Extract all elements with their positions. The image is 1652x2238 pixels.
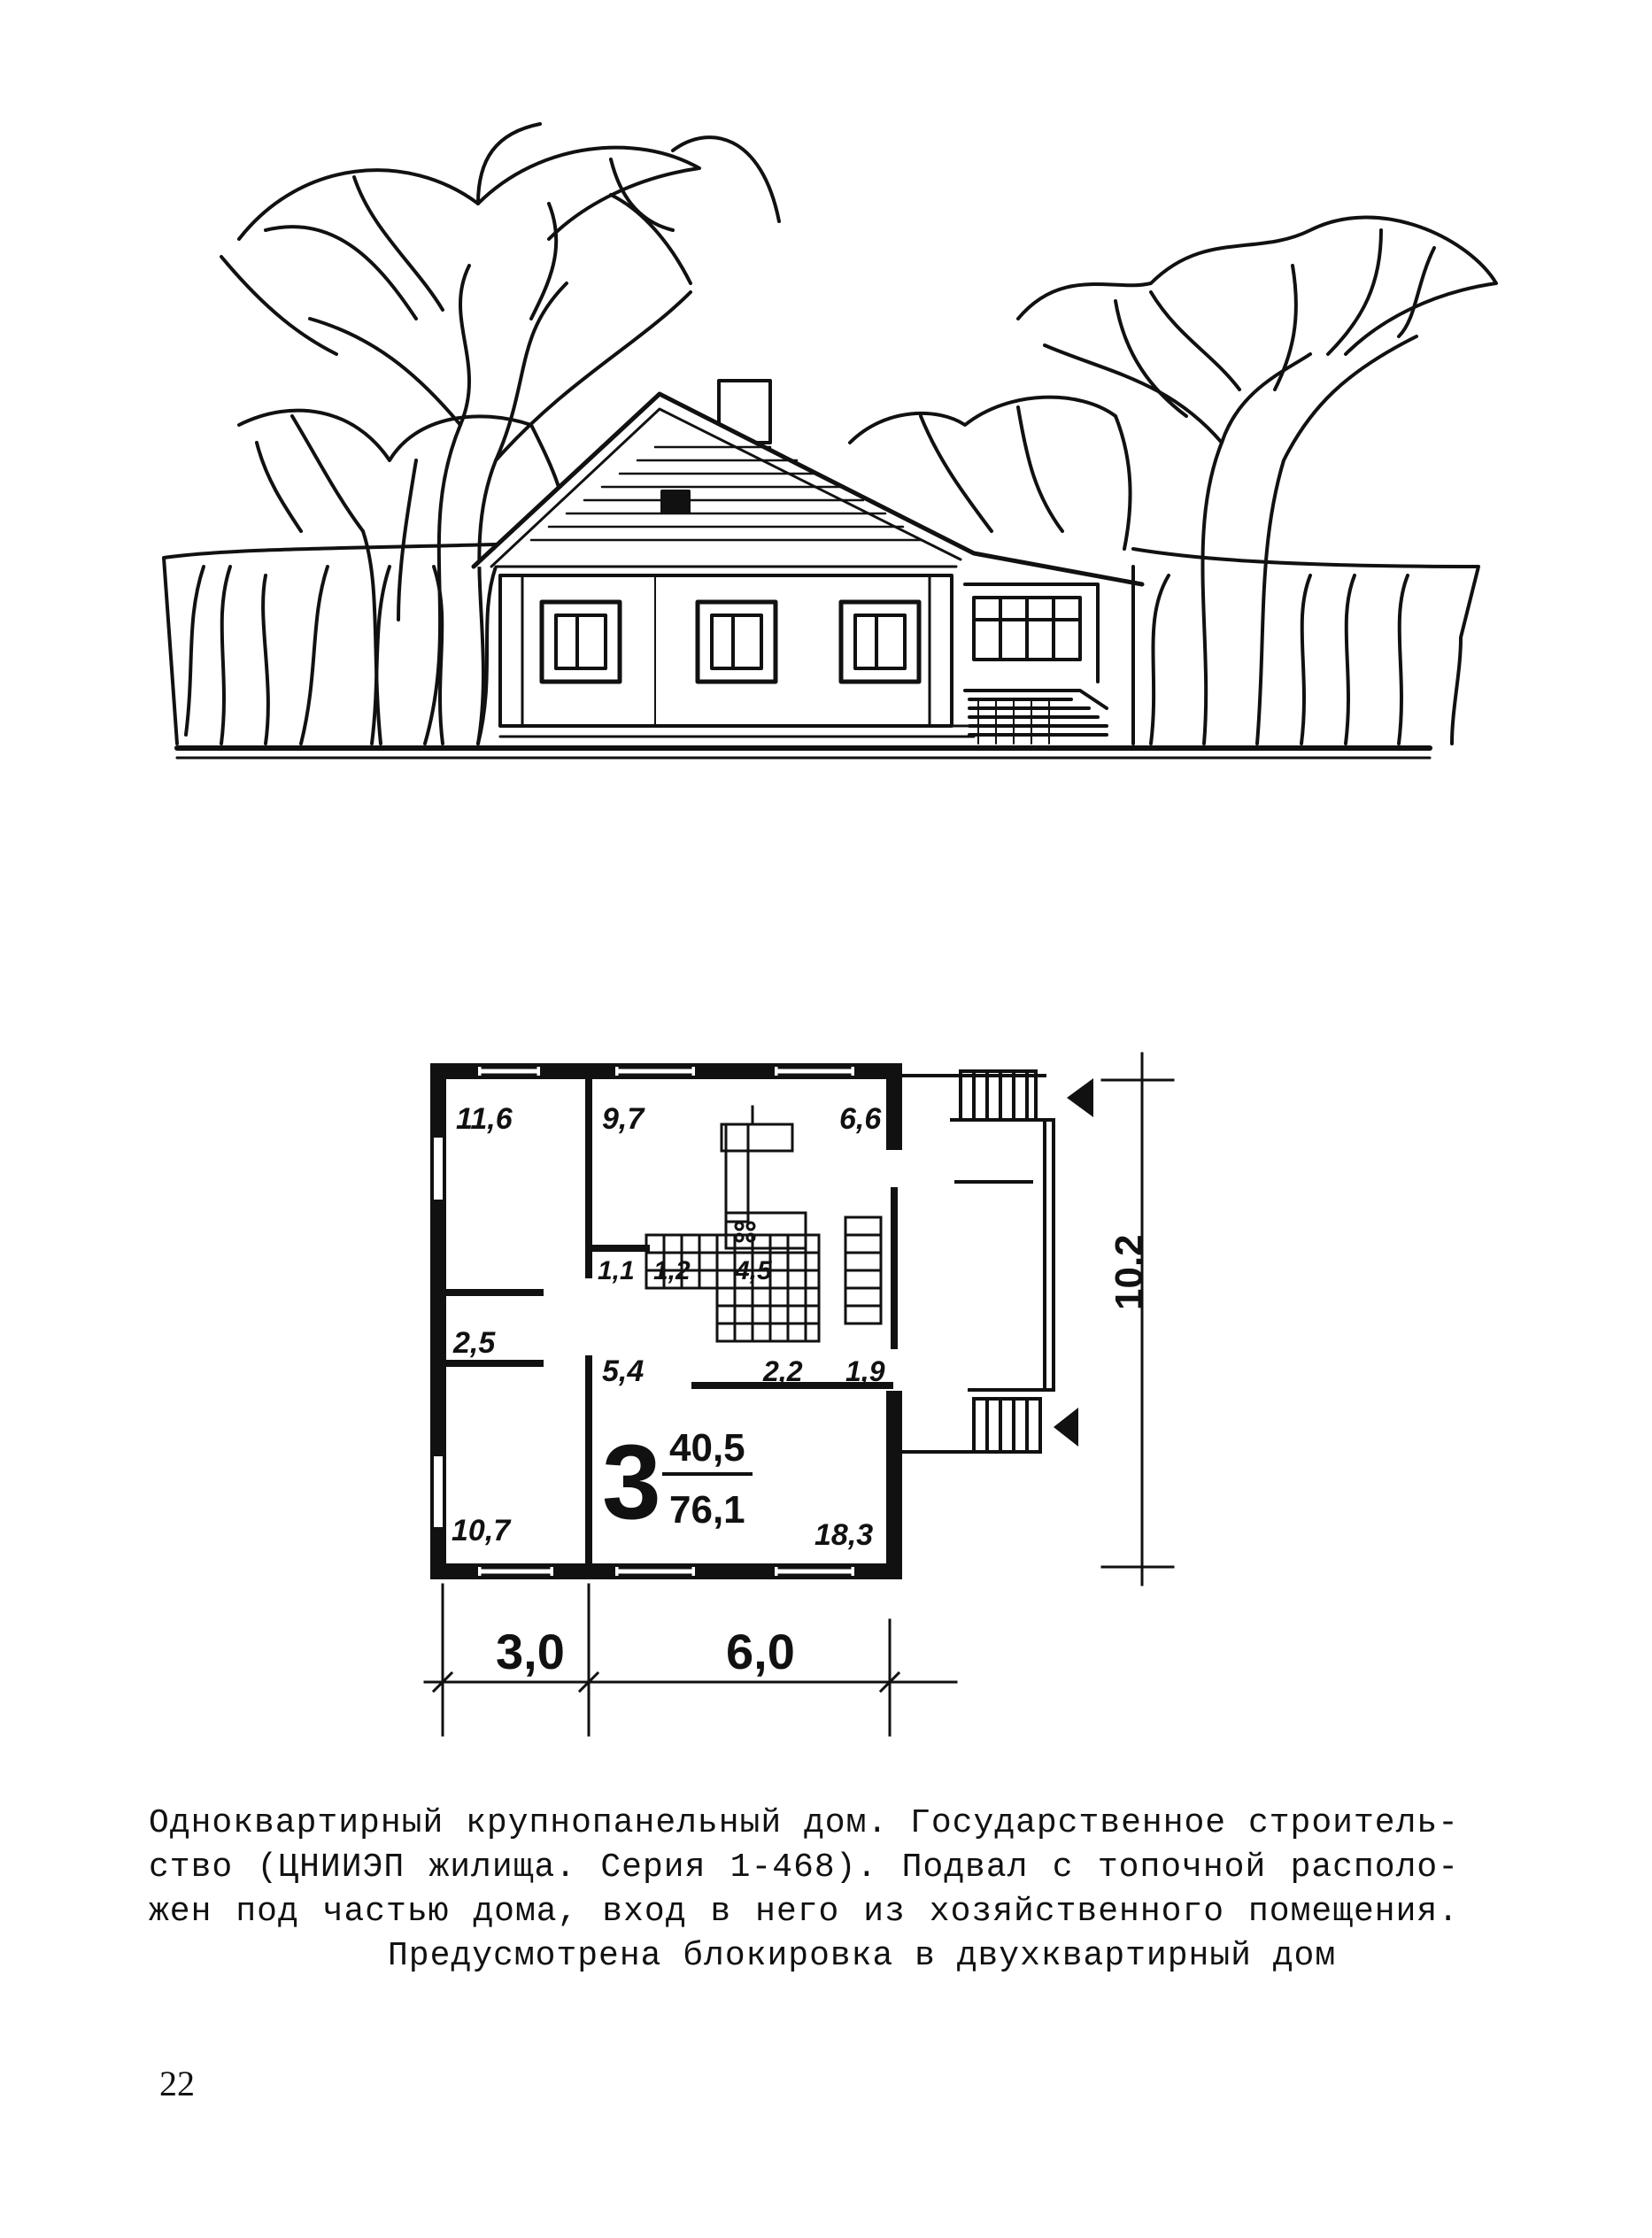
entrance-arrow-bottom <box>1054 1408 1078 1447</box>
area-utility: 6,6 <box>839 1102 882 1136</box>
kitchen-fixtures <box>722 1107 806 1248</box>
interior-walls <box>443 1076 894 1567</box>
area-corridor: 5,4 <box>602 1354 645 1388</box>
area-hall: 4,5 <box>735 1256 772 1285</box>
dim-width-right: 6,0 <box>726 1624 795 1679</box>
page-number: 22 <box>159 2064 195 2103</box>
area-kitchen: 9,7 <box>602 1102 645 1136</box>
caption-line-3: жен под частью дома, вход в него из хозяйственного помещения. <box>149 1893 1459 1931</box>
entry-porch <box>894 1071 1054 1452</box>
area-wc: 1,1 <box>598 1256 635 1285</box>
area-living-room: 18,3 <box>814 1518 874 1552</box>
area-bedroom-top-left: 11,6 <box>456 1102 513 1136</box>
area-bath: 1,2 <box>653 1256 691 1285</box>
area-bedroom-bottom-left: 10,7 <box>452 1514 511 1547</box>
area-entry: 1,9 <box>845 1355 885 1387</box>
area-stair-landing: 2,2 <box>763 1355 803 1387</box>
caption-line-2: ство (ЦНИИЭП жилища. Серия 1-468). Подвал с топочной располо- <box>149 1848 1459 1887</box>
apartment-living-area: 40,5 <box>669 1426 745 1470</box>
dim-depth: 10.2 <box>1108 1234 1151 1310</box>
bathroom-tiles <box>646 1235 819 1341</box>
area-closet: 2,5 <box>453 1326 496 1360</box>
caption-line-4: Предусмотрена блокировка в двухквартирный дом <box>388 1937 1337 1975</box>
apartment-room-count: 3 <box>602 1423 661 1541</box>
dim-width-left: 3,0 <box>496 1624 565 1679</box>
internal-stair <box>845 1217 881 1324</box>
caption-line-1: Одноквартирный крупнопанельный дом. Государственное строитель- <box>149 1804 1459 1842</box>
exterior-walls <box>438 1071 894 1571</box>
caption <box>149 1802 1459 1979</box>
apartment-total-area: 76,1 <box>669 1488 745 1532</box>
entrance-arrow-top <box>1067 1078 1093 1117</box>
